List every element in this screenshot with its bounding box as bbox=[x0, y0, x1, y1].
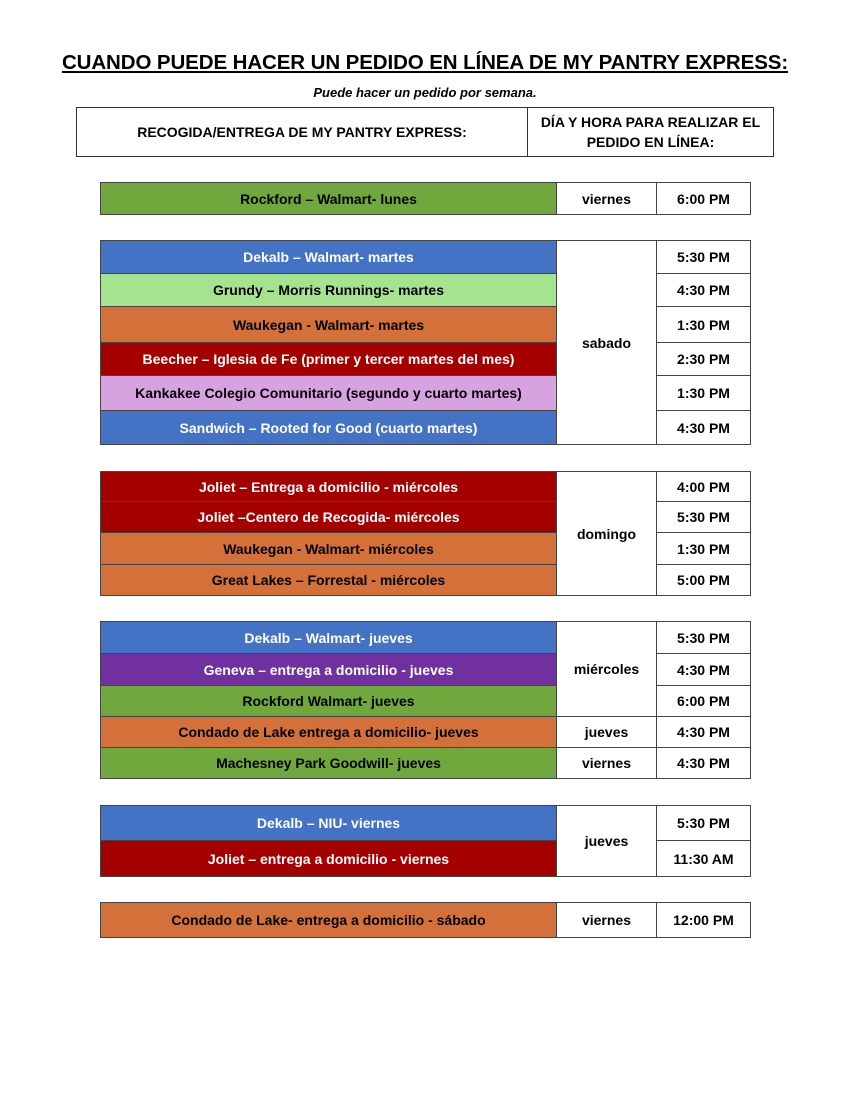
order-day-cell: jueves bbox=[557, 806, 657, 877]
order-time-cell: 4:00 PM bbox=[657, 472, 751, 502]
order-time-cell: 1:30 PM bbox=[657, 533, 751, 565]
order-time-cell: 5:00 PM bbox=[657, 565, 751, 596]
location-cell: Rockford Walmart- jueves bbox=[101, 686, 557, 717]
location-cell: Dekalb – Walmart- jueves bbox=[101, 622, 557, 654]
order-day-cell: viernes bbox=[557, 748, 657, 779]
location-cell: Grundy – Morris Runnings- martes bbox=[101, 274, 557, 307]
order-time-cell: 4:30 PM bbox=[657, 411, 751, 445]
schedule-group-wednesday bbox=[100, 471, 751, 596]
location-cell: Dekalb – Walmart- martes bbox=[101, 241, 557, 274]
header-order-day-time: DÍA Y HORA PARA REALIZAR EL PEDIDO EN LÍNEA: bbox=[540, 114, 761, 150]
location-cell: Sandwich – Rooted for Good (cuarto martes) bbox=[101, 411, 557, 445]
location-cell: Beecher – Iglesia de Fe (primer y tercer martes del mes) bbox=[101, 343, 557, 376]
table-row bbox=[101, 622, 751, 654]
schedule-group-tuesday bbox=[100, 240, 751, 445]
schedule-group-thursday bbox=[100, 621, 751, 779]
header-pickup-delivery: RECOGIDA/ENTREGA DE MY PANTRY EXPRESS: bbox=[77, 108, 528, 156]
location-cell: Joliet – entrega a domicilio - viernes bbox=[101, 841, 557, 877]
order-day-cell: jueves bbox=[557, 717, 657, 748]
location-cell: Waukegan - Walmart- martes bbox=[101, 307, 557, 343]
order-time-cell: 12:00 PM bbox=[657, 903, 751, 938]
order-day-cell: viernes bbox=[557, 903, 657, 938]
table-row bbox=[101, 806, 751, 841]
location-cell: Joliet –Centero de Recogida- miércoles bbox=[101, 502, 557, 533]
order-day-cell: sabado bbox=[557, 241, 657, 445]
table-row bbox=[101, 903, 751, 938]
order-time-cell: 6:00 PM bbox=[657, 183, 751, 215]
location-cell: Rockford – Walmart- lunes bbox=[101, 183, 557, 215]
location-cell: Machesney Park Goodwill- jueves bbox=[101, 748, 557, 779]
schedule-group-saturday bbox=[100, 902, 751, 938]
order-time-cell: 4:30 PM bbox=[657, 717, 751, 748]
order-time-cell: 4:30 PM bbox=[657, 748, 751, 779]
order-day-cell: domingo bbox=[557, 472, 657, 596]
location-cell: Condado de Lake entrega a domicilio- jueves bbox=[101, 717, 557, 748]
order-time-cell: 5:30 PM bbox=[657, 622, 751, 654]
page-title: CUANDO PUEDE HACER UN PEDIDO EN LÍNEA DE MY PANTRY EXPRESS: bbox=[61, 51, 789, 74]
location-cell: Joliet – Entrega a domicilio - miércoles bbox=[101, 472, 557, 502]
location-cell: Great Lakes – Forrestal - miércoles bbox=[101, 565, 557, 596]
order-time-cell: 1:30 PM bbox=[657, 376, 751, 411]
location-cell: Kankakee Colegio Comunitario (segundo y cuarto martes) bbox=[101, 376, 557, 411]
table-row bbox=[101, 183, 751, 215]
table-row bbox=[101, 472, 751, 502]
order-day-cell: miércoles bbox=[557, 622, 657, 717]
table-row bbox=[101, 748, 751, 779]
location-cell: Geneva – entrega a domicilio - jueves bbox=[101, 654, 557, 686]
schedule-group-monday bbox=[100, 182, 751, 215]
order-time-cell: 5:30 PM bbox=[657, 806, 751, 841]
table-row bbox=[101, 241, 751, 274]
order-time-cell: 1:30 PM bbox=[657, 307, 751, 343]
order-time-cell: 5:30 PM bbox=[657, 241, 751, 274]
order-time-cell: 4:30 PM bbox=[657, 274, 751, 307]
order-day-cell: viernes bbox=[557, 183, 657, 215]
order-time-cell: 5:30 PM bbox=[657, 502, 751, 533]
order-time-cell: 6:00 PM bbox=[657, 686, 751, 717]
location-cell: Condado de Lake- entrega a domicilio - sábado bbox=[101, 903, 557, 938]
order-time-cell: 4:30 PM bbox=[657, 654, 751, 686]
location-cell: Waukegan - Walmart- miércoles bbox=[101, 533, 557, 565]
order-time-cell: 11:30 AM bbox=[657, 841, 751, 877]
location-cell: Dekalb – NIU- viernes bbox=[101, 806, 557, 841]
page-subtitle: Puede hacer un pedido por semana. bbox=[313, 85, 537, 100]
table-row bbox=[101, 717, 751, 748]
order-time-cell: 2:30 PM bbox=[657, 343, 751, 376]
schedule-group-friday bbox=[100, 805, 751, 877]
table-header bbox=[76, 107, 774, 157]
